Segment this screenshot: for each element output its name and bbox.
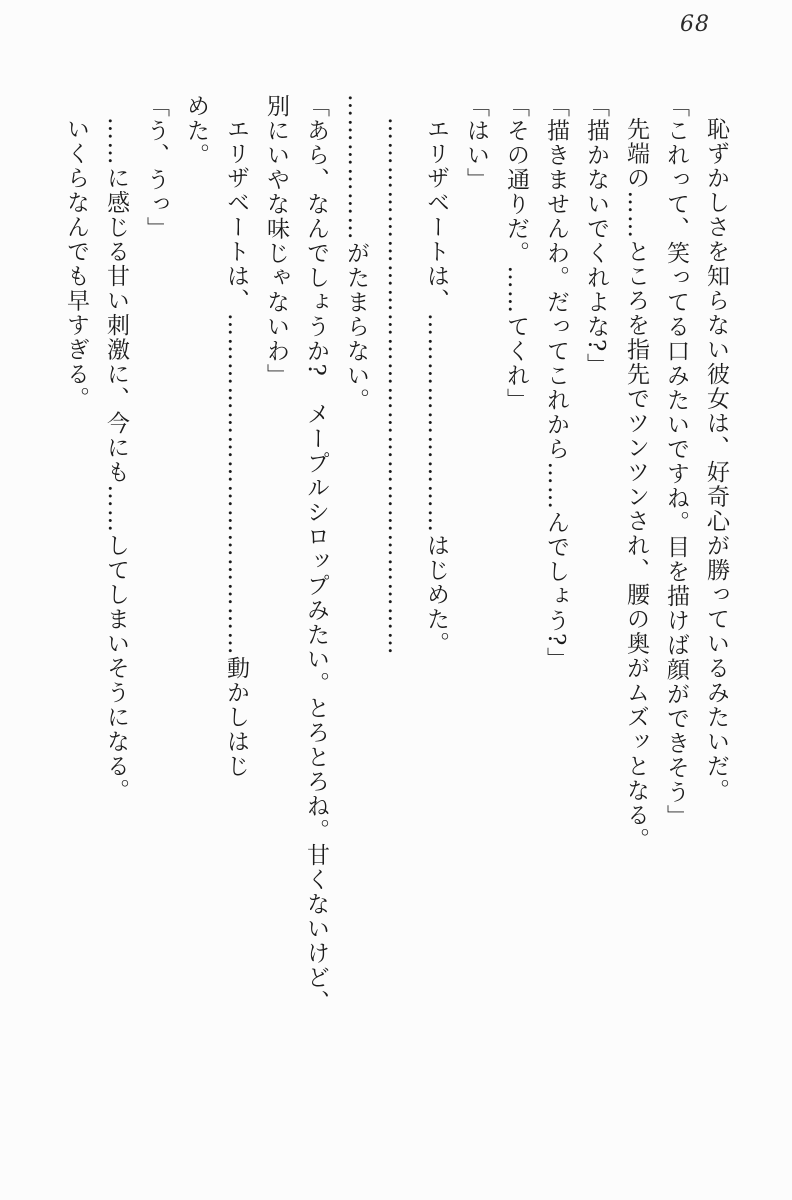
text-line: 「描きませんわ。だってこれから……んでしょう?」 (543, 94, 569, 672)
text-line: ……に感じる甘い刺激に、今にも……してしまいそうになる。 (103, 117, 129, 803)
text-line: 「はい」 (463, 94, 489, 192)
text-line: ………………………………………………………… (383, 117, 409, 656)
page-number: 68 (680, 12, 710, 37)
text-line: ………………がたまらない。 (343, 94, 369, 413)
text-line: エリザベートは、……………………………………動かしはじ (223, 117, 249, 779)
text-line: 「あら、なんでしょうか? メープルシロップみたい。とろとろね。甘くないけど、 (303, 94, 329, 1015)
body-text (56, 94, 736, 1170)
text-line: 「これって、笑ってる口みたいですね。目を描けば顔ができそう」 (663, 94, 689, 829)
text-line: 先端の……ところを指先でツンツンされ、腰の奥がムズッとなる。 (623, 117, 649, 852)
text-line: 恥ずかしさを知らない彼女は、好奇心が勝っているみたいだ。 (703, 117, 729, 803)
text-line: 「その通りだ。……てくれ」 (503, 94, 529, 413)
text-line: 「う、うっ」 (143, 94, 169, 241)
text-line: めた。 (183, 94, 209, 168)
text-line: 別にいやな味じゃないわ」 (263, 94, 289, 388)
text-line: エリザベートは、………………………はじめた。 (423, 117, 449, 656)
text-line: いくらなんでも早すぎる。 (63, 117, 89, 411)
text-line: 「描かないでくれよな?」 (583, 94, 609, 378)
